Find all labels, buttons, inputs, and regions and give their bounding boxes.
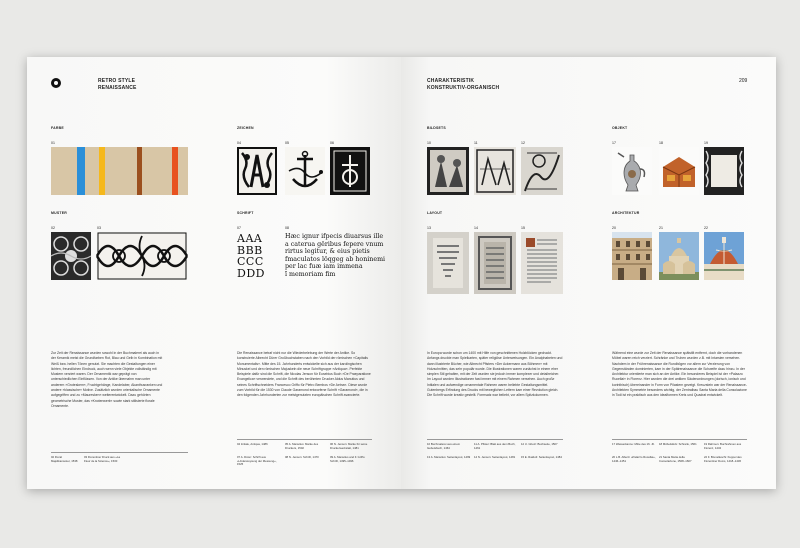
figure-caption: 19 Rahmen: Buchrahmen aus Florenz, 1434 (704, 442, 742, 450)
left-page (27, 57, 401, 489)
publisher-logo-icon (51, 78, 61, 88)
book-illumination-image (427, 147, 469, 195)
floral-pattern-image (51, 232, 91, 280)
color-swatch (178, 147, 188, 195)
figure-number: 11 (474, 141, 478, 145)
body-text-bildsets-layout: In Europa wurde schon um 1400 mit Hilfe von geschnittenen Holzblöcken gedruckt. Anfangs druckte man Spielkarten, später religiöse Unterweisungen. Ein Analphabeten und dann illustrierte Bücher, wie Albrecht Pfisters »Der Ackermann aus Böhmen« mit Holzschnitten, das sehr populär wurde. Die Illustrationen waren zunächst in einem eher simplen Stil gehalten, mit der Zeit wurden sie jedoch immer komplexer und detailreicher. Im Layout wurden Illustrationen fast immer mit einem Rahmen versehen. Auch große Initialen und aufwendige ornamentale Rahmen waren beliebte Gestaltungsmittel. Gutenbergs Erfindung des Drucks mit beweglichen Lettern kam einer Revolution gleich. Die Schrift wurde kreativ gestellt. Formsatz war beliebt, vor allem Spitzkolumnen. (427, 351, 563, 398)
color-swatch (85, 147, 99, 195)
figure-caption: 21 Santa Maria della Consolazione, 1508–1607 (659, 455, 692, 463)
figure-caption: 10 Buchmalerei aus einem Gebetsbuch, 1464 (427, 442, 461, 450)
color-swatch (51, 147, 77, 195)
figure-number: 22 (704, 226, 708, 230)
section-label-schrift: SCHRIFT (237, 211, 254, 215)
figure-number: 15 (521, 226, 525, 230)
caption-divider (427, 439, 563, 440)
woodcut-illustration-image (521, 147, 563, 195)
figure-number: 08 (285, 226, 289, 230)
section-label-muster: MUSTER (51, 211, 67, 215)
figure-number: 18 (659, 141, 663, 145)
typeface-sample-script: Hæc ignur ifpecis diuarsus ille a caterua gëribus fepere vnum rirtus legitur, & eius pietis fmaculatos löqgeg ab honinemi per lac fuæ iam immena ĩ memoriam fim (285, 233, 386, 278)
figure-number: 19 (704, 141, 708, 145)
figure-caption: 15 E. Ratdolt: Seitenlayout, 1484 (521, 455, 562, 459)
figure-caption: 20 L.B. Alberti: »Palazzo Rucellai«, 1446–1451 (612, 455, 656, 463)
figure-caption: 08 N. Jenson: Schrift, 1470 (285, 455, 319, 459)
illuminated-initial-image (237, 147, 277, 195)
color-swatch (154, 147, 172, 195)
figure-caption: 05 A. Manutius: Marke des Druckers, 1502 (285, 442, 319, 450)
figure-caption: 07 A. Dürer: Schrift aus »Underweysung der Messung«, 1525 (237, 455, 277, 467)
figure-caption: 17 Wasserkanne: Mitte des 16. Jh. (612, 442, 655, 446)
figure-number: 10 (427, 141, 431, 145)
figure-caption: 02 Floral Majolikamuster, 1538 (51, 455, 78, 463)
figure-number: 13 (427, 226, 431, 230)
palazzo-rucellai-image (612, 232, 652, 280)
color-palette (51, 147, 188, 195)
caption-divider (612, 439, 747, 440)
figure-caption: 11 A. Pfister: Blatt aus dem Buch, 1461 (474, 442, 516, 450)
section-label-layout: LAYOUT (427, 211, 443, 215)
figure-number: 21 (659, 226, 663, 230)
body-text-farbe-muster: Zur Zeit der Renaissance wurden sowohl in der Buchmalerei als auch in der Keramik meist die Grundfarben Rot, Blau und Gelb in Kombination mit Weiß bzw. hellen Tönen genutzt. Sie machten die Gestaltungen einer lichten, freundlichen Eindruck, auch wenn viele Objekte vollständig mit Mustern verziert waren. Der Ornamentik war geprägt von unterschiedlichen Einflüssen. Von der Antike übernahm man unter anderem »Groteskem«, Fruchtgehänge, Kandelaber, Akanthusranken und andere »klassische« Motive. Zusätzlich wurden orientalische Ornamente aufgegriffen und zu »Mauresken« weiterentwickelt. Dazu gehörten geometrische Muster, das »Knotenwerk« sowie stark stilisierte florale Ornamente. (51, 351, 163, 408)
section-label-bildsets: BILDSETS (427, 126, 446, 130)
section-label-objekt: OBJEKT (612, 126, 628, 130)
figure-caption: 22 F. Brunelleschi: Kuppel des Florentiner Doms, 1418–1436 (704, 455, 742, 463)
page-layout-ratdolt-image (521, 232, 563, 294)
section-label-farbe: FARBE (51, 126, 64, 130)
color-swatch (77, 147, 85, 195)
right-page-header: CHARAKTERISTIK KONSTRUKTIV-ORGANISCH (427, 78, 500, 91)
figure-caption: 12 U. Ghetz: Buchseite, 1507 (521, 442, 558, 446)
color-swatch (115, 147, 137, 195)
woodcut-page-image (474, 147, 516, 195)
color-swatch (142, 147, 154, 195)
section-label-zeichen: ZEICHEN (237, 126, 254, 130)
knotwork-pattern-image (97, 232, 187, 280)
page-number: 209 (739, 78, 748, 84)
figure-number: 20 (612, 226, 616, 230)
jenson-printer-mark-image (330, 147, 370, 195)
figure-number: 06 (330, 141, 334, 145)
body-text-objekt-architektur: Während eine wurde zur Zeit der Renaissance spätstilt entfernt, doch die vorhandenen Möbel waren reich verziert. Schränke und Truhen wurden z.B. mit Intarsien versehen. Nachdem in der Frührenaissance die Rundbögen vor allem zur Verzierung von Gegenständen dominierten, kam in der Spätrenaissance die Schweife dazu hinzu. In der Architektur orientierte man sich an der Antike. Ein besonderes Beispiel ist der »Palazzo Rucellai« in Florenz. Hier wurden die drei antiken Säulenordnungen (dorisch, ionisch und korinthisch) übereinander in Form von Pilastern gezeigt. Kreuzstein war der Renaissance-Architekten Symmetrie besonders wichtig, der Zentralbau Santa Maria della Consolazione in Todi ist ein praktisch aus den idealformen Kreis und Quadrat entwickelt. (612, 351, 747, 398)
figure-caption: 03 Florentiner Druck aus »La Fleur de la Science«, 1530 (84, 455, 121, 463)
figure-number: 02 (51, 226, 55, 230)
figure-caption: 18 Möbelstück: Schrank, 1561 (659, 442, 697, 446)
figure-number: 03 (97, 226, 101, 230)
typeface-sample-capitals: AAA BBB CCC DDD (237, 232, 265, 280)
cabinet-image (659, 147, 699, 195)
figure-number: 12 (521, 141, 525, 145)
figure-number: 04 (237, 141, 241, 145)
ornamental-frame-image (704, 147, 744, 195)
caption-divider (237, 439, 372, 440)
figure-number: 14 (474, 226, 478, 230)
anchor-printer-mark-image (285, 147, 325, 195)
section-label-architektur: ARCHITEKTUR (612, 211, 640, 215)
figure-number: 07 (237, 226, 241, 230)
santa-maria-consolazione-image (659, 232, 699, 280)
figure-caption: 09 A. Manutius and F. Griffo: Schrift, 1495–1496 (330, 455, 366, 463)
figure-number: 17 (612, 141, 616, 145)
page-layout-manutius-image (427, 232, 469, 294)
florence-cathedral-dome-image (704, 232, 744, 280)
page-layout-jenson-image (474, 232, 516, 294)
figure-caption: 13 A. Manutius: Seitenlayout, 1499 (427, 455, 471, 459)
figure-caption: 06 N. Jenson: Marke für seine Druckerwerkstatt, 1481 (330, 442, 368, 450)
book-spread (27, 57, 776, 489)
caption-divider (51, 452, 188, 453)
figure-number: 01 (51, 141, 55, 145)
water-jug-image (612, 147, 652, 195)
left-page-header: RETRO STYLE RENAISSANCE (98, 78, 137, 91)
figure-caption: 04 Initiale, Antiqua, 1486 (237, 442, 268, 446)
color-swatch (105, 147, 115, 195)
right-page (401, 57, 776, 489)
body-text-zeichen-schrift: Die Renaissance betraf nicht nur die Wiederbelebung der Werte der Antike. So konstruierte Albrecht Dürer Großbuchstaben nach den Vorbild der römischen »Capitalis Monumentalis«. Mitte des 15. Jahrhunderts entwickelte sich aus der karolingischen Minuskel und den römischen Majuskeln die neue Schriftgruppe »Antiqua«. Perfekte Beispiele dafür sind die Schrift, die Nicolas Jenson für Eusebius Buch »De Praeparatione Evangelica« verwendete, und die Schrift des berühmten Drucker Aldus Manutius und seines Schriftschneiders Francesco Griffo für Pietro Bembos »De Aetna«. Diese wurde zum Vorbild für die 1530 von Claude Garamond entworfene Schrift »Garamond«, die in den folgenden Jahrhunderten zur meistgenutzten europäischen Schrift avancierte. (237, 351, 371, 398)
figure-caption: 14 N. Jenson: Seitenlayout, 1481 (474, 455, 516, 459)
figure-number: 05 (285, 141, 289, 145)
